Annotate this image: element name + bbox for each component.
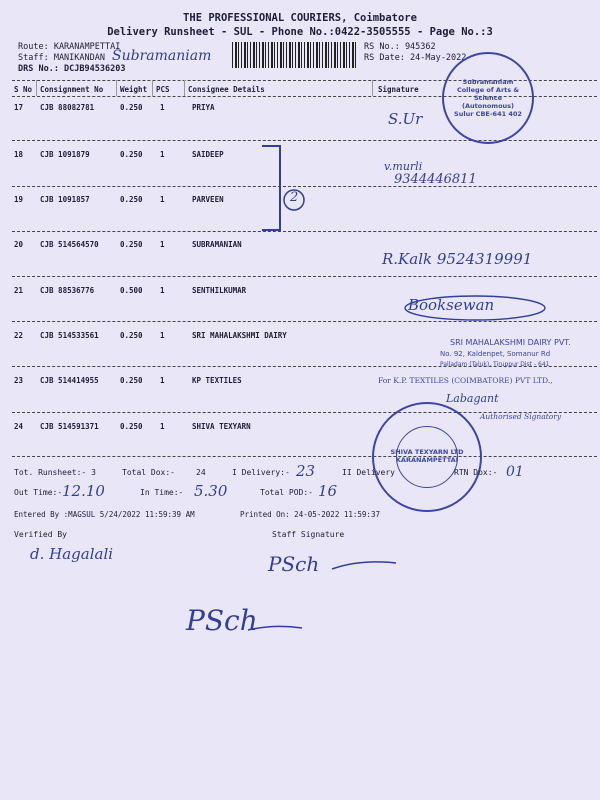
row-consignment: CJB 1091857 bbox=[40, 195, 90, 204]
dairy-stamp-line1: SRI MAHALAKSHMI DAIRY PVT. bbox=[450, 338, 571, 347]
kp-stamp-line2: Authorised Signatory bbox=[480, 412, 562, 421]
row-consignment: CJB 88536776 bbox=[40, 286, 95, 295]
row-pcs: 1 bbox=[160, 103, 165, 112]
bottom-signature-stroke bbox=[246, 618, 306, 638]
ii-delivery-label: II Delivery bbox=[342, 468, 395, 477]
barcode bbox=[232, 42, 357, 68]
signature-row-23: Labagant bbox=[446, 392, 499, 405]
row-sno: 24 bbox=[14, 422, 24, 431]
college-stamp-text: Subramaniam College of Arts & Science (Autonomous) Sulur CBE-641 402 bbox=[454, 78, 522, 118]
i-delivery-label: I Delivery:- bbox=[232, 468, 290, 477]
row-weight: 0.250 bbox=[120, 331, 143, 340]
col-pcs: PCS bbox=[156, 85, 170, 94]
rs-date: RS Date: 24-May-2022 bbox=[364, 53, 467, 63]
row-pcs: 1 bbox=[160, 331, 165, 340]
row-consignment: CJB 514414955 bbox=[40, 376, 99, 385]
row-weight: 0.500 bbox=[120, 286, 143, 295]
verified-by-label: Verified By bbox=[14, 530, 67, 539]
row-sno: 21 bbox=[14, 286, 24, 295]
verified-by-signature: d. Hagalali bbox=[30, 545, 114, 563]
bracket-annotation bbox=[258, 140, 318, 240]
row-pcs: 1 bbox=[160, 286, 165, 295]
out-time-value: 12.10 bbox=[62, 482, 105, 500]
row-sno: 18 bbox=[14, 150, 24, 159]
shiva-texyarn-stamp bbox=[372, 402, 482, 512]
rtn-dox-label: RTN Dox:- bbox=[454, 468, 498, 477]
col-weight: Weight bbox=[120, 85, 148, 94]
row-sno: 23 bbox=[14, 376, 24, 385]
staff-label: Staff: MANIKANDAN bbox=[18, 53, 105, 63]
col-signature: Signature bbox=[378, 85, 419, 94]
staff-signature-label: Staff Signature bbox=[272, 530, 345, 539]
signature-row-18-name: v.murli bbox=[384, 160, 423, 173]
row-consignee: SUBRAMANIAN bbox=[192, 240, 242, 249]
total-pod-label: Total POD:- bbox=[260, 488, 313, 497]
row-consignment: CJB 1091879 bbox=[40, 150, 90, 159]
row-consignee: SRI MAHALAKSHMI DAIRY bbox=[192, 331, 287, 340]
row-sno: 20 bbox=[14, 240, 24, 249]
total-pod-value: 16 bbox=[318, 482, 338, 500]
row-consignee: PRIYA bbox=[192, 103, 215, 112]
row-sno: 17 bbox=[14, 103, 24, 112]
in-time-value: 5.30 bbox=[194, 482, 228, 500]
row-consignment: CJB 514564570 bbox=[40, 240, 99, 249]
row-sno: 19 bbox=[14, 195, 24, 204]
dairy-stamp-line2: No. 92, Kaldenpet, Somanur Rd bbox=[440, 350, 551, 358]
route-label: Route: KARANAMPETTAI bbox=[18, 42, 121, 52]
row-weight: 0.250 bbox=[120, 150, 143, 159]
row-pcs: 1 bbox=[160, 422, 165, 431]
bottom-signature: PSch bbox=[186, 604, 258, 637]
entered-by: Entered By :MAGSUL 5/24/2022 11:59:39 AM bbox=[14, 510, 195, 519]
row-consignee: SAIDEEP bbox=[192, 150, 224, 159]
row-pcs: 1 bbox=[160, 376, 165, 385]
row-consignment: CJB 514533561 bbox=[40, 331, 99, 340]
bracket-number: 2 bbox=[290, 190, 299, 205]
col-sno: S No bbox=[14, 85, 33, 94]
tot-runsheet: Tot. Runsheet:- 3 bbox=[14, 468, 96, 477]
runsheet-subtitle: Delivery Runsheet - SUL - Phone No.:0422-3505555 - Page No.:3 bbox=[107, 26, 493, 38]
total-dox-value: 24 bbox=[196, 468, 206, 477]
row-weight: 0.250 bbox=[120, 422, 143, 431]
kp-stamp-line1: For K.P. TEXTILES (COIMBATORE) PVT LTD., bbox=[378, 376, 553, 385]
row-consignee: KP TEXTILES bbox=[192, 376, 242, 385]
col-consignee: Consignee Details bbox=[188, 85, 265, 94]
signature-row-21: Booksewan bbox=[408, 296, 495, 314]
col-consignment: Consignment No bbox=[40, 85, 104, 94]
dairy-stamp-line3: Palladam (Taluk), Tiruppur Dist - 641 bbox=[440, 361, 550, 368]
drs-number: DRS No.: DCJB94536203 bbox=[18, 64, 126, 74]
staff-signature: PSch bbox=[268, 552, 320, 576]
row-sno: 22 bbox=[14, 331, 24, 340]
row-pcs: 1 bbox=[160, 240, 165, 249]
signature-row-17: S.Ur bbox=[388, 110, 423, 128]
row-consignee: PARVEEN bbox=[192, 195, 224, 204]
row-weight: 0.250 bbox=[120, 376, 143, 385]
printed-on: Printed On: 24-05-2022 11:59:37 bbox=[240, 510, 380, 519]
in-time-label: In Time:- bbox=[140, 488, 184, 497]
row-weight: 0.250 bbox=[120, 103, 143, 112]
out-time-label: Out Time:- bbox=[14, 488, 63, 497]
rtn-dox-value: 01 bbox=[506, 464, 524, 480]
i-delivery-value: 23 bbox=[296, 462, 316, 480]
staff-handwritten-name: Subramaniam bbox=[112, 48, 212, 64]
row-consignee: SENTHILKUMAR bbox=[192, 286, 247, 295]
shiva-stamp-text: SHIVA TEXYARN LTD KARANAMPETTAI bbox=[390, 448, 464, 464]
company-title: THE PROFESSIONAL COURIERS, Coimbatore bbox=[183, 12, 417, 24]
rs-number: RS No.: 945362 bbox=[364, 42, 436, 52]
signature-row-21-loop bbox=[400, 290, 560, 326]
signature-row-18-phone: 9344446811 bbox=[394, 172, 477, 187]
row-weight: 0.250 bbox=[120, 195, 143, 204]
row-pcs: 1 bbox=[160, 150, 165, 159]
total-dox-label: Total Dox:- bbox=[122, 468, 175, 477]
row-consignment: CJB 514591371 bbox=[40, 422, 99, 431]
row-pcs: 1 bbox=[160, 195, 165, 204]
row-weight: 0.250 bbox=[120, 240, 143, 249]
staff-signature-stroke bbox=[330, 555, 400, 575]
college-stamp bbox=[442, 52, 534, 144]
signature-row-20: R.Kalk 9524319991 bbox=[382, 250, 533, 268]
row-consignment: CJB 88082781 bbox=[40, 103, 95, 112]
row-consignee: SHIVA TEXYARN bbox=[192, 422, 251, 431]
